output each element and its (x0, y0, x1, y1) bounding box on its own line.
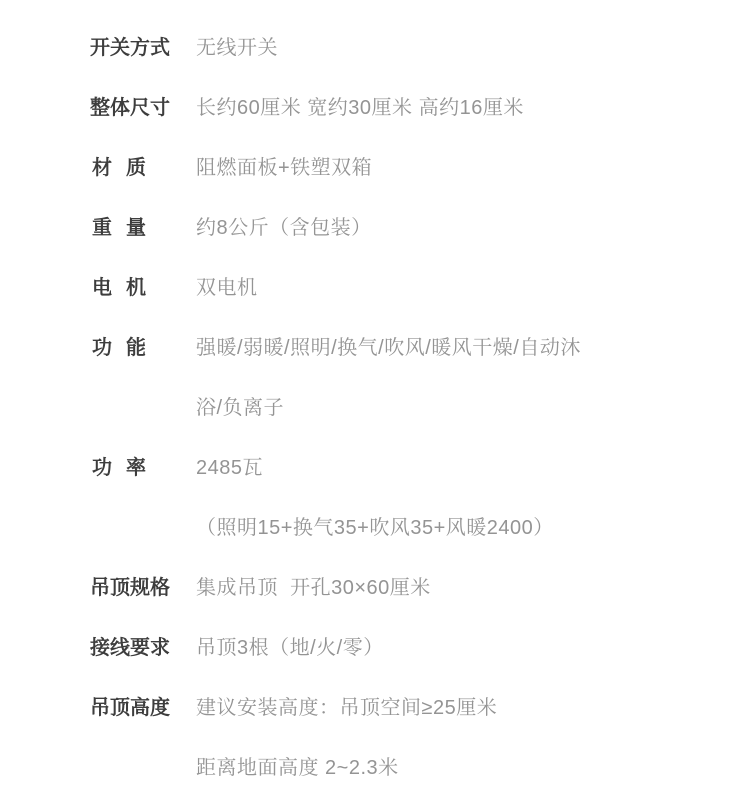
spec-label: 重量 (92, 217, 160, 239)
spec-value (160, 258, 720, 318)
spec-row (30, 438, 720, 558)
spec-value-line: 无线开关 (196, 37, 278, 59)
spec-value-line: 2485瓦 (196, 457, 263, 479)
spec-value (160, 558, 720, 618)
spec-row (30, 618, 720, 678)
spec-value (160, 618, 720, 678)
spec-value-line: （照明15+换气35+吹风35+风暖2400） (196, 517, 554, 539)
spec-value (160, 138, 720, 198)
spec-value (160, 18, 720, 78)
spec-row (30, 318, 720, 438)
spec-value-line: 建议安装高度：吊顶空间≥25厘米 (196, 697, 498, 719)
spec-value (160, 198, 720, 258)
spec-label: 整体尺寸 (90, 97, 170, 119)
spec-row (30, 138, 720, 198)
spec-value-line: 吊顶3根（地/火/零） (196, 637, 384, 659)
spec-value (160, 318, 720, 438)
spec-label: 接线要求 (90, 637, 170, 659)
spec-label: 开关方式 (90, 37, 170, 59)
spec-table (30, 18, 720, 798)
spec-row (30, 258, 720, 318)
spec-value (160, 678, 720, 798)
spec-label: 材质 (92, 157, 160, 179)
spec-row (30, 558, 720, 618)
spec-value-line: 阻燃面板+铁塑双箱 (196, 157, 373, 179)
spec-row (30, 678, 720, 798)
spec-value (160, 78, 720, 138)
spec-value-line: 距离地面高度 2~2.3米 (196, 757, 399, 779)
spec-label: 吊顶高度 (90, 697, 170, 719)
spec-value-line: 长约60厘米 宽约30厘米 高约16厘米 (196, 97, 524, 119)
spec-row (30, 198, 720, 258)
spec-row (30, 18, 720, 78)
spec-value-line: 双电机 (196, 277, 258, 299)
spec-value-line: 集成吊顶 开孔30×60厘米 (196, 577, 431, 599)
spec-value (160, 438, 720, 558)
spec-value-line: 约8公斤（含包装） (196, 217, 372, 239)
spec-row (30, 78, 720, 138)
spec-value-line: 浴/负离子 (196, 397, 285, 419)
spec-value-line: 强暖/弱暖/照明/换气/吹风/暖风干燥/自动沐 (196, 337, 581, 359)
spec-label: 电机 (92, 277, 160, 299)
spec-label: 吊顶规格 (90, 577, 170, 599)
spec-label: 功率 (92, 457, 160, 479)
spec-label: 功能 (92, 337, 160, 359)
